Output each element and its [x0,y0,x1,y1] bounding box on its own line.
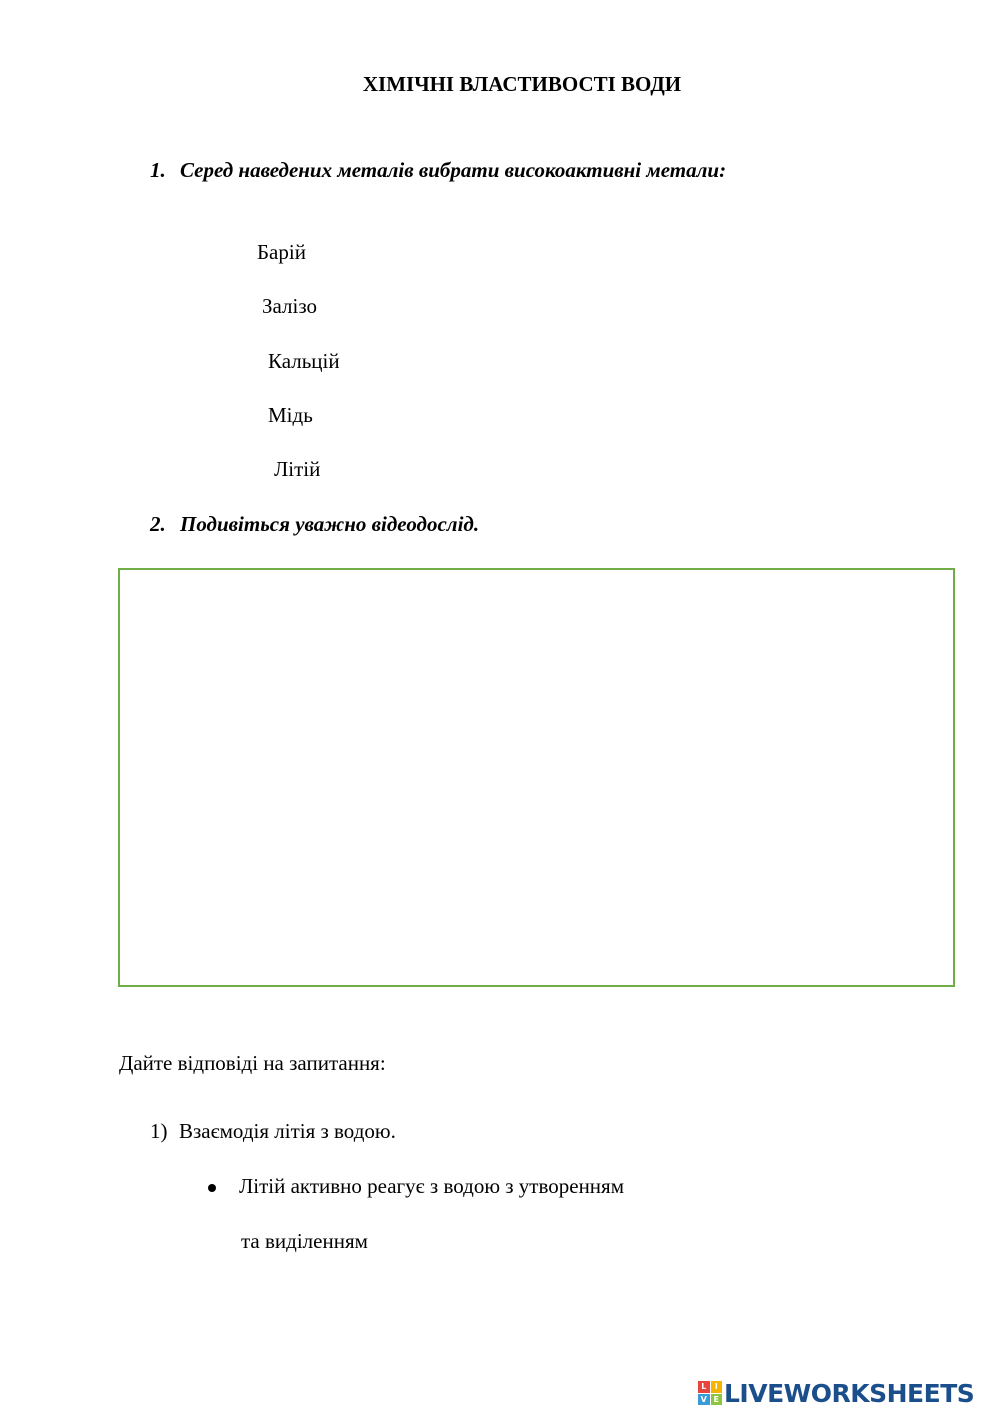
subquestion-1 [150,1119,396,1144]
liveworksheets-mark-icon [698,1381,722,1405]
bullet-icon [208,1184,216,1192]
logo-mark-letter: V [698,1394,710,1406]
liveworksheets-logo [698,1378,974,1408]
question-2-number: 2. [150,512,166,536]
question-2-text: Подивіться уважно відеодослід. [180,512,480,536]
metal-option-copper[interactable]: Мідь [268,403,313,427]
video-frame[interactable] [118,568,955,987]
metal-option-lithium[interactable]: Літій [274,457,321,481]
question-1-text: Серед наведених металів вибрати високоактивні метали: [180,158,727,182]
page-title: ХІМІЧНІ ВЛАСТИВОСТІ ВОДИ [362,72,682,96]
question-1 [150,158,726,183]
metal-option-iron[interactable]: Залізо [262,294,318,318]
subquestion-1-text: Взаємодія літія з водою. [179,1119,396,1143]
question-2 [150,512,479,537]
bullet-line-1: Літій активно реагує з водою з утворенням [239,1174,624,1198]
answer-prompt: Дайте відповіді на запитання: [119,1051,386,1075]
question-1-number: 1. [150,158,166,182]
metal-option-calcium[interactable]: Кальцій [268,349,340,373]
logo-mark-letter: L [698,1381,710,1393]
bullet-line-2: та виділенням [241,1229,368,1253]
logo-mark-letter: E [711,1394,723,1406]
subquestion-1-number: 1) [150,1119,168,1143]
logo-mark-letter: I [711,1381,723,1393]
logo-text: LIVEWORKSHEETS [724,1378,975,1408]
metal-option-barium[interactable]: Барій [257,240,306,264]
